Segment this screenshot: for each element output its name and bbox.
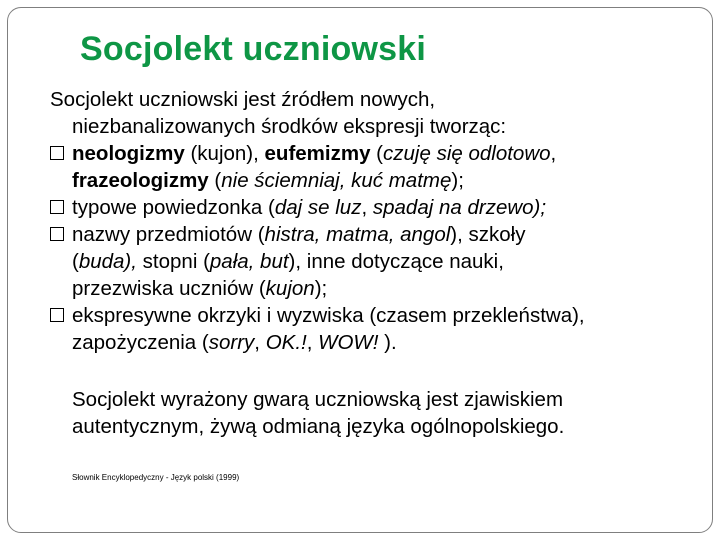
text-segment: nazwy przedmiotów (	[72, 223, 265, 246]
bullet-4-line-2	[50, 329, 700, 356]
checkbox-bullet-icon	[50, 146, 64, 160]
text-segment: frazeologizmy	[72, 169, 209, 192]
text-segment: ,	[254, 331, 266, 354]
spacer	[50, 356, 700, 386]
text-segment: kujon	[265, 277, 315, 300]
text-segment: nie ściemniaj, kuć matmę	[221, 169, 452, 192]
text-segment: buda),	[78, 250, 137, 273]
text-segment: (kujon),	[184, 142, 265, 165]
text-segment: (	[370, 142, 384, 165]
bullet-3-line-1	[50, 221, 700, 248]
text-segment: eufemizmy	[264, 142, 371, 165]
text-segment: (	[208, 169, 222, 192]
text-segment: ).	[378, 331, 397, 354]
text-segment: typowe powiedzonka (	[72, 196, 275, 219]
text-segment: sorry	[208, 331, 255, 354]
conclusion-line-2: autentycznym, żywą odmianą języka ogólnopolskiego.	[72, 415, 565, 438]
text-segment: );	[314, 277, 328, 300]
bullet-2-line-1	[50, 194, 700, 221]
text-segment: spadaj na drzewo);	[372, 196, 547, 219]
bullet-1-line-1	[50, 140, 700, 167]
bullet-4-line-1	[50, 302, 700, 329]
conclusion-line-1: Socjolekt wyrażony gwarą uczniowską jest zjawiskiem	[72, 388, 564, 411]
bullet-1-line-2	[50, 167, 700, 194]
text-segment: ), inne dotyczące nauki,	[288, 250, 504, 273]
intro-line-1: Socjolekt uczniowski jest źródłem nowych,	[50, 88, 436, 111]
text-segment: ,	[550, 142, 557, 165]
text-segment: daj se luz	[274, 196, 362, 219]
text-segment: stopni (	[136, 250, 210, 273]
intro-line-2: niezbanalizowanych środków ekspresji tworząc:	[72, 115, 507, 138]
text-segment: pała, but	[209, 250, 289, 273]
bullet-3-line-3	[50, 275, 700, 302]
text-segment: OK.!	[265, 331, 307, 354]
text-segment: przezwiska uczniów (	[72, 277, 266, 300]
text-segment: ekspresywne okrzyki i wyzwiska (czasem przekleństwa),	[72, 304, 585, 327]
text-segment: zapożyczenia (	[72, 331, 209, 354]
text-segment: (	[72, 250, 79, 273]
text-segment: ), szkoły	[450, 223, 526, 246]
text-segment: neologizmy	[72, 142, 185, 165]
checkbox-bullet-icon	[50, 227, 64, 241]
text-segment: );	[451, 169, 464, 192]
bullet-list	[50, 140, 700, 356]
slide-content	[50, 86, 700, 440]
text-segment: czuję się odlotowo	[383, 142, 551, 165]
text-segment: histra, matma, angol	[264, 223, 451, 246]
checkbox-bullet-icon	[50, 308, 64, 322]
text-segment: ,	[361, 196, 373, 219]
bullet-3-line-2	[50, 248, 700, 275]
source-citation: Słownik Encyklopedyczny - Język polski (1999)	[72, 473, 240, 482]
slide-title: Socjolekt uczniowski	[80, 30, 426, 68]
text-segment: WOW!	[318, 331, 379, 354]
checkbox-bullet-icon	[50, 200, 64, 214]
text-segment: ,	[306, 331, 319, 354]
